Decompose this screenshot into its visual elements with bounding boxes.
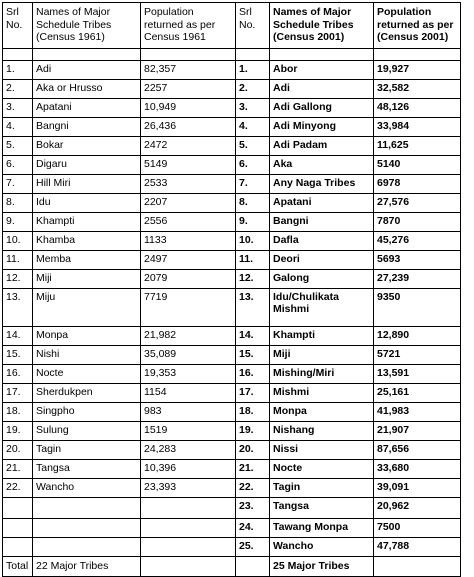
tribe-name-1961: Miju [33,289,141,327]
population-2001: 6978 [374,175,461,194]
tribe-name-2001: Bangni [270,213,374,232]
tribe-name-1961: Tangsa [33,460,141,479]
table-row [3,232,461,251]
population-1961: 7719 [141,289,236,327]
population-2001: 27,576 [374,194,461,213]
population-1961: 21,982 [141,327,236,346]
population-2001: 25,161 [374,384,461,403]
population-2001: 32,582 [374,80,461,99]
serial-1961: 18. [3,403,33,422]
tribe-name-2001: Tawang Monpa [270,519,374,538]
population-1961 [141,538,236,557]
table-row [3,422,461,441]
header-names-1961: Names of Major Schedule Tribes (Census 1961) [33,3,141,49]
tribe-name-1961 [33,519,141,538]
serial-1961: 13. [3,289,33,327]
total-tribes-1961: 22 Major Tribes [33,557,141,577]
tribe-name-2001: Nishang [270,422,374,441]
table-row [3,99,461,118]
serial-1961: 22. [3,479,33,498]
tribe-name-2001: Dafla [270,232,374,251]
tribes-table [2,2,461,577]
serial-2001: 10. [236,232,270,251]
tribe-name-2001: Mishing/Miri [270,365,374,384]
tribe-name-1961: Memba [33,251,141,270]
serial-2001: 14. [236,327,270,346]
serial-2001: 1. [236,61,270,80]
tribe-name-2001: Idu/Chulikata Mishmi [270,289,374,327]
serial-1961: 21. [3,460,33,479]
tribe-name-2001: Wancho [270,538,374,557]
table-row [3,137,461,156]
serial-2001: 2. [236,80,270,99]
tribe-name-2001: Galong [270,270,374,289]
population-2001: 48,126 [374,99,461,118]
population-2001: 9350 [374,289,461,327]
tribe-name-1961: Hill Miri [33,175,141,194]
tribe-name-1961: Nocte [33,365,141,384]
population-1961: 2497 [141,251,236,270]
serial-2001: 12. [236,270,270,289]
population-2001: 7500 [374,519,461,538]
tribe-name-1961: Khamba [33,232,141,251]
table-row [3,460,461,479]
tribe-name-2001: Adi Padam [270,137,374,156]
table-row [3,441,461,460]
table-row [3,213,461,232]
table-row [3,365,461,384]
tribe-name-1961: Miji [33,270,141,289]
tribe-name-2001: Miji [270,346,374,365]
tribe-name-1961: Digaru [33,156,141,175]
serial-1961: 12. [3,270,33,289]
serial-2001: 9. [236,213,270,232]
population-1961 [141,498,236,519]
tribe-name-1961: Khampti [33,213,141,232]
population-1961: 5149 [141,156,236,175]
serial-1961: 5. [3,137,33,156]
table-row [3,61,461,80]
serial-1961: 15. [3,346,33,365]
population-1961: 2207 [141,194,236,213]
population-2001: 33,680 [374,460,461,479]
population-1961: 2556 [141,213,236,232]
serial-1961: 3. [3,99,33,118]
serial-2001: 11. [236,251,270,270]
serial-1961: 8. [3,194,33,213]
table-row [3,194,461,213]
header-row [3,3,461,49]
tribe-name-1961: Idu [33,194,141,213]
tribe-name-1961 [33,498,141,519]
serial-2001: 13. [236,289,270,327]
tribe-name-2001: Nissi [270,441,374,460]
tribe-name-1961: Nishi [33,346,141,365]
tribe-name-1961: Aka or Hrusso [33,80,141,99]
population-1961: 2472 [141,137,236,156]
total-row [3,557,461,577]
serial-1961: 20. [3,441,33,460]
population-1961: 26,436 [141,118,236,137]
tribe-name-1961: Wancho [33,479,141,498]
population-1961: 1519 [141,422,236,441]
total-tribes-2001: 25 Major Tribes [270,557,374,577]
tribe-name-1961: Bangni [33,118,141,137]
population-1961: 24,283 [141,441,236,460]
table-row [3,251,461,270]
serial-1961 [3,498,33,519]
tribe-name-2001: Monpa [270,403,374,422]
table-row [3,538,461,557]
tribe-name-2001: Deori [270,251,374,270]
population-2001: 5140 [374,156,461,175]
population-2001: 21,907 [374,422,461,441]
population-2001: 7870 [374,213,461,232]
serial-1961: 6. [3,156,33,175]
population-2001: 13,591 [374,365,461,384]
serial-1961: 1. [3,61,33,80]
tribe-name-2001: Tagin [270,479,374,498]
table-row [3,519,461,538]
header-srl-1961: Srl No. [3,3,33,49]
table-row [3,479,461,498]
serial-1961: 9. [3,213,33,232]
total-label: Total [3,557,33,577]
serial-2001: 17. [236,384,270,403]
population-2001: 5693 [374,251,461,270]
population-2001: 20,962 [374,498,461,519]
serial-2001: 5. [236,137,270,156]
population-2001: 11,625 [374,137,461,156]
serial-2001: 23. [236,498,270,519]
population-2001: 47,788 [374,538,461,557]
population-1961: 82,357 [141,61,236,80]
population-2001: 27,239 [374,270,461,289]
tribe-name-2001: Tangsa [270,498,374,519]
tribe-name-1961: Monpa [33,327,141,346]
header-population-1961: Population returned as per Census 1961 [141,3,236,49]
serial-1961: 7. [3,175,33,194]
spacer-row [3,49,461,61]
serial-2001: 22. [236,479,270,498]
serial-2001: 4. [236,118,270,137]
tribe-name-2001: Adi Gallong [270,99,374,118]
population-1961: 10,949 [141,99,236,118]
serial-1961: 10. [3,232,33,251]
header-srl-2001: Srl No. [236,3,270,49]
serial-1961: 17. [3,384,33,403]
population-2001: 87,656 [374,441,461,460]
serial-2001: 21. [236,460,270,479]
table-row [3,118,461,137]
serial-2001: 8. [236,194,270,213]
serial-1961: 16. [3,365,33,384]
tribe-name-1961: Adi [33,61,141,80]
tribe-name-1961: Sherdukpen [33,384,141,403]
tribe-name-2001: Apatani [270,194,374,213]
serial-2001: 20. [236,441,270,460]
table-row [3,498,461,519]
serial-2001: 19. [236,422,270,441]
table-row [3,289,461,327]
table-row [3,175,461,194]
table-row [3,327,461,346]
tribe-name-2001: Aka [270,156,374,175]
table-row [3,156,461,175]
population-2001: 5721 [374,346,461,365]
population-1961: 2533 [141,175,236,194]
table-row [3,80,461,99]
serial-2001: 6. [236,156,270,175]
population-1961: 1154 [141,384,236,403]
tribe-name-1961: Singpho [33,403,141,422]
table-row [3,403,461,422]
population-2001: 12,890 [374,327,461,346]
tribe-name-1961: Tagin [33,441,141,460]
population-2001: 39,091 [374,479,461,498]
serial-2001: 16. [236,365,270,384]
serial-1961: 19. [3,422,33,441]
table-row [3,270,461,289]
serial-1961 [3,519,33,538]
population-1961: 1133 [141,232,236,251]
serial-2001: 18. [236,403,270,422]
tribe-name-1961: Bokar [33,137,141,156]
population-1961: 35,089 [141,346,236,365]
tribe-name-2001: Any Naga Tribes [270,175,374,194]
tribe-name-1961: Sulung [33,422,141,441]
tribe-name-1961 [33,538,141,557]
population-1961: 19,353 [141,365,236,384]
population-2001: 33,984 [374,118,461,137]
serial-2001: 24. [236,519,270,538]
population-1961: 23,393 [141,479,236,498]
header-population-2001: Population returned as per (Census 2001) [374,3,461,49]
serial-1961: 2. [3,80,33,99]
table-row [3,384,461,403]
table-row [3,346,461,365]
serial-2001: 15. [236,346,270,365]
tribe-name-2001: Mishmi [270,384,374,403]
tribe-name-2001: Adi [270,80,374,99]
tribe-name-2001: Abor [270,61,374,80]
serial-1961: 4. [3,118,33,137]
serial-2001: 7. [236,175,270,194]
population-1961 [141,519,236,538]
serial-2001: 25. [236,538,270,557]
serial-1961: 14. [3,327,33,346]
serial-1961 [3,538,33,557]
tribe-name-1961: Apatani [33,99,141,118]
serial-2001: 3. [236,99,270,118]
population-2001: 41,983 [374,403,461,422]
serial-1961: 11. [3,251,33,270]
header-names-2001: Names of Major Schedule Tribes (Census 2001) [270,3,374,49]
population-1961: 10,396 [141,460,236,479]
population-1961: 2079 [141,270,236,289]
population-2001: 45,276 [374,232,461,251]
population-1961: 983 [141,403,236,422]
tribe-name-2001: Adi Minyong [270,118,374,137]
tribe-name-2001: Khampti [270,327,374,346]
tribe-name-2001: Nocte [270,460,374,479]
population-1961: 2257 [141,80,236,99]
population-2001: 19,927 [374,61,461,80]
